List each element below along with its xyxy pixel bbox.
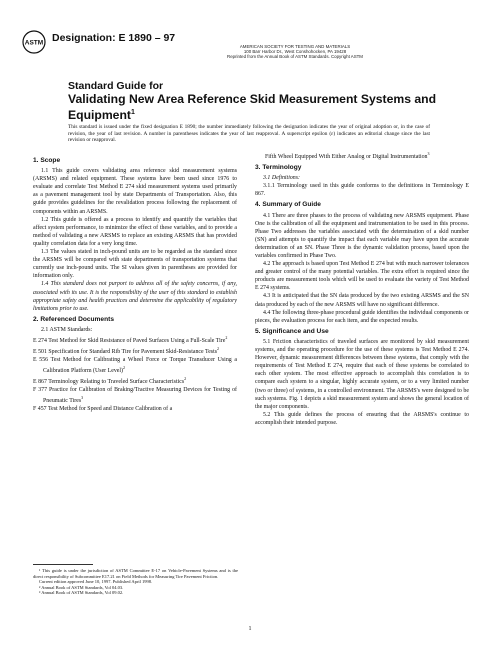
left-column: [33, 154, 237, 414]
publisher-info: [180, 44, 410, 60]
paragraph: 5.2 This guide defines the process of ensuring that the ARSMS's continue to accomplish their intended purpose.: [255, 411, 469, 426]
page-number: 1: [248, 626, 252, 632]
footnote: ³ Annual Book of ASTM Standards, Vol 09.02.: [39, 590, 124, 596]
footnote-marker: 3: [81, 395, 84, 401]
publisher-line: Reprinted from the Annual Book of ASTM Standards. Copyright ASTM: [227, 54, 363, 60]
title-footnote-marker: 1: [130, 109, 135, 116]
footnote-divider: [33, 564, 93, 565]
reference-text: F 377 Practice for Calibration of Braking/Tractive Measuring Devices for Testing of Pneumatic Tires: [33, 387, 237, 405]
footnote: ¹ This guide is under the jurisdiction of ASTM Committee E-17 on Vehicle-Pavement Systems and is the direct responsibility of Subcommittee E17.21 on Field Methods for Measuring Tire Pavement Friction.: [33, 568, 238, 579]
paragraph: 1.3 The values stated in inch-pound units are to be regarded as the standard since the ARSMS will be compared with state departments of transportation systems that currently use inch-pound units. The SI values given in parentheses are provided for information only.: [33, 249, 237, 280]
paragraph: 4.3 It is anticipated that the SN data produced by the two existing ARSMS and the SN data produced by each of the new ARSMS will have no significant difference.: [255, 293, 469, 308]
footnote: ² Annual Book of ASTM Standards, Vol 04.03.: [39, 584, 124, 590]
footnote-marker: 2: [217, 346, 220, 352]
reference-text: F 457 Test Method for Speed and Distance Calibration of a: [33, 406, 173, 413]
document-title: [68, 93, 448, 122]
reference-item: [33, 405, 237, 413]
paragraph: 1.1 This guide covers validating area reference skid measurement systems (ARSMS) and related equipment. These systems have been used since 1976 to evaluate and correlate Test Method E 274 skid measurement systems used primarily as a pavement management tool by state Departments of Transportation. Also, this guide provides guidelines for the revalidation process following the replacement of components within an ARSMS.: [33, 168, 237, 215]
document-kind: Standard Guide for: [68, 80, 164, 92]
reference-item: [33, 356, 237, 375]
reference-text: E 501 Specification for Standard Rib Tire for Pavement Skid-Resistance Tests: [33, 349, 218, 355]
reference-item: [33, 334, 237, 345]
section-heading: 2. Referenced Documents: [33, 315, 114, 323]
footnote-marker: 2: [184, 376, 187, 382]
publisher-line: 100 Barr Harbor Dr., West Conshohocken, PA 19428: [243, 49, 347, 55]
section-heading: 4. Summary of Guide: [255, 201, 321, 209]
subsection-label: 3.1 Definitions:: [263, 175, 300, 182]
paragraph: 1.4 This standard does not purport to address all of the safety concerns, if any, associated with its use. It is the responsibility of the user of this standard to establish appropriate safety and health practices and determine the applicability of regulatory limitations prior to use.: [33, 281, 237, 312]
paragraph: 4.2 The approach is based upon Test Method E 274 but with much narrower tolerances and greater control of the many potential variables. The extra effort is required since the products are measurement tools which will be used to evaluate the variety of Test Method E 274 systems.: [255, 261, 469, 292]
reference-text: E 274 Test Method for Skid Resistance of Paved Surfaces Using a Full-Scale Tire: [33, 337, 226, 344]
reference-item-continued: [265, 150, 469, 161]
reference-item: [33, 345, 237, 356]
reference-text: E 556 Test Method for Calibrating a Wheel Force or Torque Transducer Using a Calibration Platform (User Level): [33, 357, 237, 375]
paragraph: 4.1 There are three phases to the process of validating new ARSMS equipment. Phase One is the calibration of all the equipment and instrumentation to be used in this process. Phase Two addresses the variables associated with the determination of a skid number (SN) and attempts to quantify the impact that each variable may have upon the accurate determination of an SN. Phase Three is the dynamic validation process, based upon the variables confirmed in Phase Two.: [255, 212, 469, 259]
publisher-line: AMERICAN SOCIETY FOR TESTING AND MATERIALS: [239, 44, 351, 49]
astm-logo: [22, 30, 46, 54]
issuance-note: This standard is issued under the fixed designation E 1890; the number immediately following the designation indicates the year of original adoption or, in the case of revision, the year of last revision. A number in parentheses indicates the year of last reapproval. A superscript epsilon (ε) indicates an editorial change since the last revision or reapproval.: [68, 124, 430, 144]
paragraph: 1.2 This guide is offered as a process to identify and quantify the variables that affect system performance, to minimize the effect of these variables, and to provide a method of validating a new ARSMS to replace an existing ARSMS that has provided quality correlation data for a very long time.: [33, 216, 237, 247]
section-heading: 1. Scope: [33, 157, 61, 164]
footnote-marker: 3: [427, 151, 430, 156]
footnote-marker: 2: [225, 334, 228, 340]
reference-item: [33, 375, 237, 386]
section-heading: 5. Significance and Use: [255, 327, 329, 335]
right-column: [255, 150, 469, 427]
logo-text: ASTM: [24, 39, 44, 47]
footnotes: [33, 568, 238, 596]
paragraph: 4.4 The following three-phase procedural guide identifies the individual components or pieces, the evaluation process for each item, and the expected results.: [255, 309, 469, 324]
footnote: Current edition approved June 10, 1997. Published April 1998.: [39, 579, 153, 585]
paragraph: 5.1 Friction characteristics of traveled surfaces are monitored by skid measurement systems, and the operating procedure for the use of these systems is Test Method E 274. However, dynamic measurement differences between these systems, that comply with the requirements of Test Method E 274, require that each of these systems be correlated to each other system. The most effective approach to accomplish this correlation is to compare each system to a singular, highly accurate system, or to a very limited number (two or three) of systems, in a controlled environment. The ARSMS's were designed to be such systems. Fig. 1 depicts a skid measurement system and shows the general location of the major components.: [255, 338, 469, 410]
reference-text: Fifth Wheel Equipped With Either Analog or Digital Instrumentation: [265, 153, 428, 160]
designation: Designation: E 1890 – 97: [52, 32, 176, 44]
footnote-marker: 2: [123, 365, 125, 371]
subsection-label: 2.1 ASTM Standards:: [41, 326, 93, 333]
title-text: Validating New Area Reference Skid Measurement Systems and Equipment: [68, 92, 437, 123]
section-heading: 3. Terminology: [255, 164, 302, 172]
paragraph: 3.1.1 Terminology used in this guide conforms to the definitions in Terminology E 867.: [255, 183, 469, 198]
reference-item: [33, 386, 237, 405]
reference-text: E 867 Terminology Relating to Traveled Surface Characteristics: [33, 379, 185, 386]
